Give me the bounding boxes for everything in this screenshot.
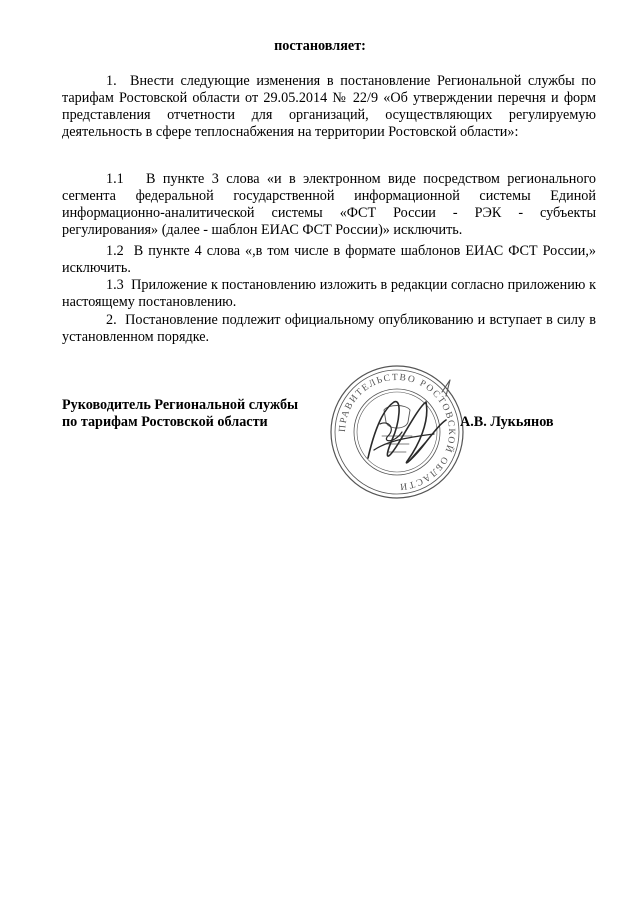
signatory-position-line-2: по тарифам Ростовской области [62,414,268,430]
svg-text:ПРАВИТЕЛЬСТВО РОСТОВСКОЙ ОБЛАС [338,373,456,491]
signatory-position [62,397,298,431]
paragraph-text: В пункте 4 слова «,в том числе в формате шаблонов ЕИАС ФСТ России,» исключить. [62,243,597,276]
paragraph-text: Постановление подлежит официальному опубликованию и вступает в силу в установленном порядке. [62,312,596,345]
paragraph-1-1 [62,171,596,239]
signatory-name: А.В. Лукьянов [460,414,554,430]
paragraph-1-3 [62,277,596,311]
document-heading: постановляет: [274,38,366,54]
paragraph-1 [62,73,596,141]
paragraph-number: 1.3 [106,277,124,293]
paragraph-number: 2. [106,312,117,328]
paragraph-number: 1.2 [106,243,124,259]
paragraph-1-2 [62,243,596,277]
paragraph-2 [62,312,596,346]
paragraph-text: Приложение к постановлению изложить в редакции согласно приложению к настоящему постановлению. [62,277,596,310]
paragraph-text: Внести следующие изменения в постановление Региональной службы по тарифам Ростовской области от 29.05.2014 № 22/9 «Об утверждении перечня и форм представления отчетности для организаций, осуществляющих регулируемую деятельность в сфере теплоснабжения на территории Ростовской области»: [62,73,597,140]
paragraph-number: 1.1 [106,171,124,187]
seal-ring-text: ПРАВИТЕЛЬСТВО РОСТОВСКОЙ ОБЛАСТИ [337,372,457,492]
paragraph-text: В пункте 3 слова «и в электронном виде посредством регионального сегмента федеральной государственной информационной системы Единой информационно-аналитической системы «ФСТ России - РЭК - субъекты регулирования» (далее - шаблон ЕИАС ФСТ России)» исключить. [62,171,596,238]
official-seal [322,362,472,502]
paragraph-number: 1. [106,73,117,89]
signatory-position-line-1: Руководитель Региональной службы [62,397,299,413]
